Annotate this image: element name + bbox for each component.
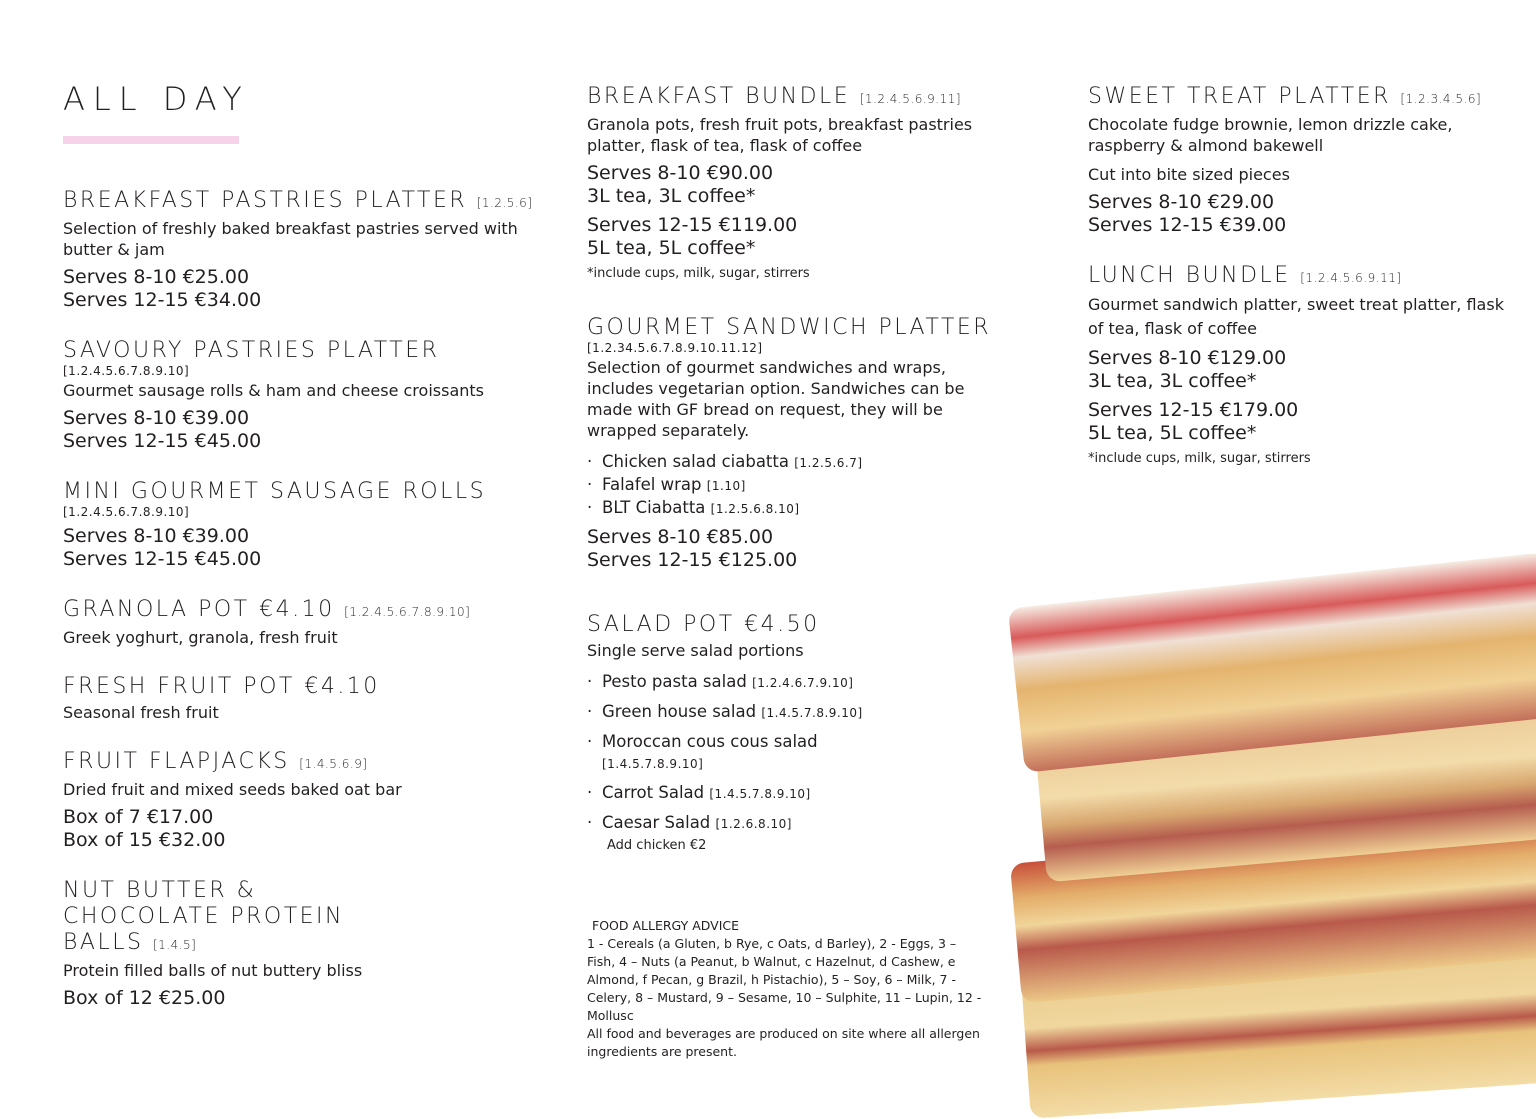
list-item: · Carrot Salad [1.4.5.7.8.9.10] [587,782,997,805]
drinks: 5L tea, 5L coffee* [1088,422,1257,444]
menu-item [63,878,533,1010]
allergen-code: [1.2.4.5.6.7.8.9.10] [63,505,190,519]
list-item: · Pesto pasta salad [1.2.4.6.7.9.10] [587,671,997,694]
allergen-code: [1.2.4.5.6.7.8.9.10] [63,364,190,378]
price: Serves 8-10 €129.00 [1088,347,1287,369]
menu-item [63,749,533,852]
menu-item [63,479,533,571]
list-item: · BLT Ciabatta [1.2.5.6.8.10] [587,497,997,520]
breakfast-bundle [587,84,997,281]
salad-list [587,671,997,856]
lunch-bundle [1088,263,1508,466]
item-note: Cut into bite sized pieces [1088,165,1290,184]
salad-pot [587,612,997,856]
allergen-code: [1.2.34.5.6.7.8.9.10.11.12] [587,341,763,355]
column-middle [587,84,997,882]
price: Serves 12-15 €39.00 [1088,214,1287,236]
list-item: · Caesar Salad [1.2.6.8.10] Add chicken €2 [587,812,997,856]
drinks: 5L tea, 5L coffee* [587,237,756,259]
allergen-code: [1.4.5] [152,938,197,952]
menu-item [63,674,533,723]
item-description: Chocolate fudge brownie, lemon drizzle cake, raspberry & almond bakewell [1088,115,1453,155]
price: Box of 15 €32.00 [63,829,226,851]
allergy-footer: All food and beverages are produced on site where all allergen ingredients are present. [587,1026,980,1059]
item-name: BREAKFAST PASTRIES PLATTER [63,188,468,213]
price: Serves 12-15 €125.00 [587,549,798,571]
item-description: Selection of gourmet sandwiches and wraps, includes vegetarian option. Sandwiches can be made with GF bread on request, they will be wrapped separately. [587,358,965,440]
price: Serves 8-10 €29.00 [1088,191,1275,213]
list-item: · Falafel wrap [1.10] [587,474,997,497]
footnote: *include cups, milk, sugar, stirrers [587,266,810,281]
list-item: · Moroccan cous cous salad [1.4.5.7.8.9.10] [587,731,997,775]
list-item: · Green house salad [1.4.5.7.8.9.10] [587,701,997,724]
item-name: LUNCH BUNDLE [1088,263,1291,288]
gourmet-sandwich-platter [587,315,997,572]
item-name: SWEET TREAT PLATTER [1088,84,1391,109]
allergy-title: FOOD ALLERGY ADVICE [592,918,740,933]
price: Serves 8-10 €39.00 [63,525,250,547]
item-name: SALAD POT €4.50 [587,612,820,637]
item-description: Gourmet sausage rolls & ham and cheese croissants [63,381,484,400]
option [587,214,997,260]
allergen-code: [1.2.4.5.6.7.8.9.10] [344,605,471,619]
item-name: BREAKFAST BUNDLE [587,84,851,109]
price: Serves 8-10 €85.00 [587,526,774,548]
item-description: Gourmet sandwich platter, sweet treat platter, flask of tea, flask of coffee [1088,295,1504,338]
price: Serves 12-15 €45.00 [63,548,262,570]
allergy-text: 1 - Cereals (a Gluten, b Rye, c Oats, d Barley), 2 - Eggs, 3 – Fish, 4 – Nuts (a Peanut, b Walnut, c Hazelnut, d Cashew, e Almond, f Pecan, g Brazil, h Pistachio), 5 – Soy, 6 – Milk, 7 - Celery, 8 – Mustard, 9 – Sesame, 10 – Sulphite, 11 – Lupin, 12 - Mollusc [587,936,982,1023]
item-description: Selection of freshly baked breakfast pastries served with butter & jam [63,219,518,259]
item-name: FRESH FRUIT POT €4.10 [63,674,380,699]
price: Serves 8-10 €39.00 [63,407,250,429]
item-description: Protein filled balls of nut buttery bliss [63,961,363,980]
allergen-code: [1.2.5.6] [476,196,533,210]
title-underline [63,136,239,144]
price: Serves 12-15 €119.00 [587,214,798,236]
item-description: Single serve salad portions [587,641,804,660]
footnote: *include cups, milk, sugar, stirrers [1088,451,1311,466]
menu-item [63,188,533,312]
column-all-day [63,80,533,1036]
item-name: MINI GOURMET SAUSAGE ROLLS [63,479,487,504]
allergen-code: [1.2.4.5.6.9.11] [1300,271,1402,285]
allergen-code: [1.2.3.4.5.6] [1400,92,1482,106]
price: Serves 12-15 €34.00 [63,289,262,311]
page-title: ALL DAY [63,80,250,118]
sandwich-list [587,451,997,520]
allergy-advice [587,917,982,1061]
price: Box of 7 €17.00 [63,806,214,828]
price: Serves 12-15 €179.00 [1088,399,1299,421]
price: Serves 12-15 €45.00 [63,430,262,452]
option [587,162,997,208]
allergen-code: [1.4.5.6.9] [299,757,368,771]
item-name: FRUIT FLAPJACKS [63,749,290,774]
drinks: 3L tea, 3L coffee* [1088,370,1257,392]
item-description: Granola pots, fresh fruit pots, breakfast pastries platter, flask of tea, flask of coffee [587,115,973,155]
menu-item [63,597,533,648]
bakewell-cake-image [1010,560,1536,1095]
sweet-treat-platter [1088,84,1508,237]
item-name: GOURMET SANDWICH PLATTER [587,315,992,340]
price: Box of 12 €25.00 [63,987,226,1009]
drinks: 3L tea, 3L coffee* [587,185,756,207]
menu-item [63,338,533,453]
item-description: Greek yoghurt, granola, fresh fruit [63,628,338,647]
item-name: SAVOURY PASTRIES PLATTER [63,338,440,363]
item-description: Dried fruit and mixed seeds baked oat bar [63,780,402,799]
column-right [1088,84,1508,492]
price: Serves 8-10 €90.00 [587,162,774,184]
price: Serves 8-10 €25.00 [63,266,250,288]
item-name: NUT BUTTER & CHOCOLATE PROTEIN BALLS [63,878,344,955]
list-item: · Chicken salad ciabatta [1.2.5.6.7] [587,451,997,474]
allergen-code: [1.2.4.5.6.9.11] [859,92,962,106]
item-description: Seasonal fresh fruit [63,703,219,722]
item-name: GRANOLA POT €4.10 [63,597,335,622]
